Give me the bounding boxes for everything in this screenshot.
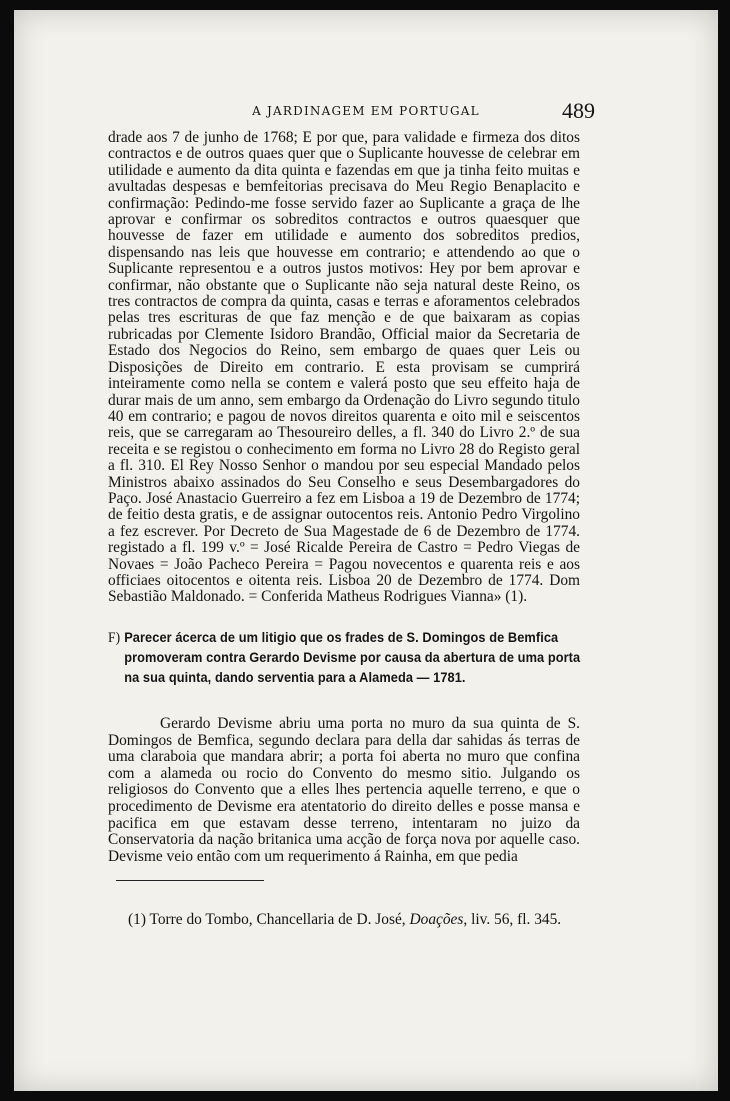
footnote-text-end: , liv. 56, fl. 345.: [463, 911, 562, 928]
section-label: F): [108, 630, 121, 646]
footnote: [108, 911, 580, 928]
section-heading-f: [108, 628, 585, 688]
footnote-divider: [116, 880, 264, 881]
footnote-text-start: (1) Torre do Tombo, Chancellaria de D. José,: [128, 911, 410, 928]
footnote-italic-title: Doações: [409, 911, 464, 928]
body-paragraph-2: Gerardo Devisme abriu uma porta no muro da sua quinta de S. Domingos de Bemfica, segundo declara para della dar sahidas ás terras de uma claraboia que mandara abrir; a porta foi aberta no muro que confina com a alameda ou rocio do Convento do mesmo sitio. Julgando os religiosos do Convento que a elles lhes pertencia aquelle terreno, e que o procedimento de Devisme era atentatorio do direito delles e posse mansa e pacifica em que estavam desse terreno, intentaram no juizo da Conservatoria da nação britanica uma acção de força nova por aquelle caso. Devisme veio então com um requerimento á Rainha, em que pedia: [108, 715, 580, 865]
body-paragraph-1: drade aos 7 de junho de 1768; E por que, para validade e firmeza dos ditos contractos e de outros quaes quer que o Suplicante houvesse de celebrar em utilidade e aumento da dita quinta e fazendas em que ja tinha feito muitas e avultadas despesas e bemfeitorias precisava do Meu Regio Benaplacito e confirmação: Pedindo-me fosse servido fazer ao Suplicante a graça de lhe aprovar e confirmar os sobreditos contractos e outros quaesquer que houvesse de fazer em utilidade e aumento dos sobreditos predios, dispensando nas leis que houvesse em contrario; e attendendo ao que o Suplicante representou e a outros justos motivos: Hey por bem aprovar e confirmar, não obstante que o Suplicante não seja natural deste Reino, os tres contractos de compra da quinta, casas e terras e aforamentos celebrados pelas tres escrituras de que faz menção e de que baixaram as copias rubricadas por Clemente Isidoro Brandão, Official maior da Secretaria de Estado dos Negocios do Reino, sem embargo de quaes quer Leis ou Disposições de Direito em contrario. E esta provisam se cumprirá inteiramente como nella se contem e valerá posto que seu effeito haja de durar mais de um anno, sem embargo da Ordenação do Livro segundo titulo 40 em contrario; e pagou de novos direitos quarenta e oito mil e seiscentos reis, que se carregaram ao Thesoureiro delles, a fl. 340 do Livro 2.º de sua receita e se registou o conhecimento em forma no Livro 28 do Registo geral a fl. 310. El Rey Nosso Senhor o mandou por seu especial Mandado pelos Ministros abaixo assinados do Seu Conselho e seus Desembargadores do Paço. José Anastacio Guerreiro a fez em Lisboa a 19 de Dezembro de 1774; de feitio desta gratis, e de assignar outocentos reis. Antonio Pedro Virgolino a fez escrever. Por Decreto de Sua Magestade de 6 de Dezembro de 1774. registado a fl. 199 v.º = José Ricalde Pereira de Castro = Pedro Viegas de Novaes = João Pacheco Pereira = Pagou novecentos e quarenta reis e aos officiaes oitocentos e oitenta reis. Lisboa 20 de Dezembro de 1774. Dom Sebastião Maldonado. = Conferida Matheus Rodrigues Vianna» (1).: [108, 129, 580, 606]
page-header: [14, 98, 718, 132]
running-head: A JARDINAGEM EM PORTUGAL: [252, 104, 480, 118]
section-title: Parecer ácerca de um litigio que os frades de S. Domingos de Bemfica promoveram contra Gerardo Devisme por causa da abertura de uma porta na sua quinta, dando serventia para a Alameda — 1781.: [124, 630, 581, 686]
page-number: 489: [562, 98, 595, 123]
